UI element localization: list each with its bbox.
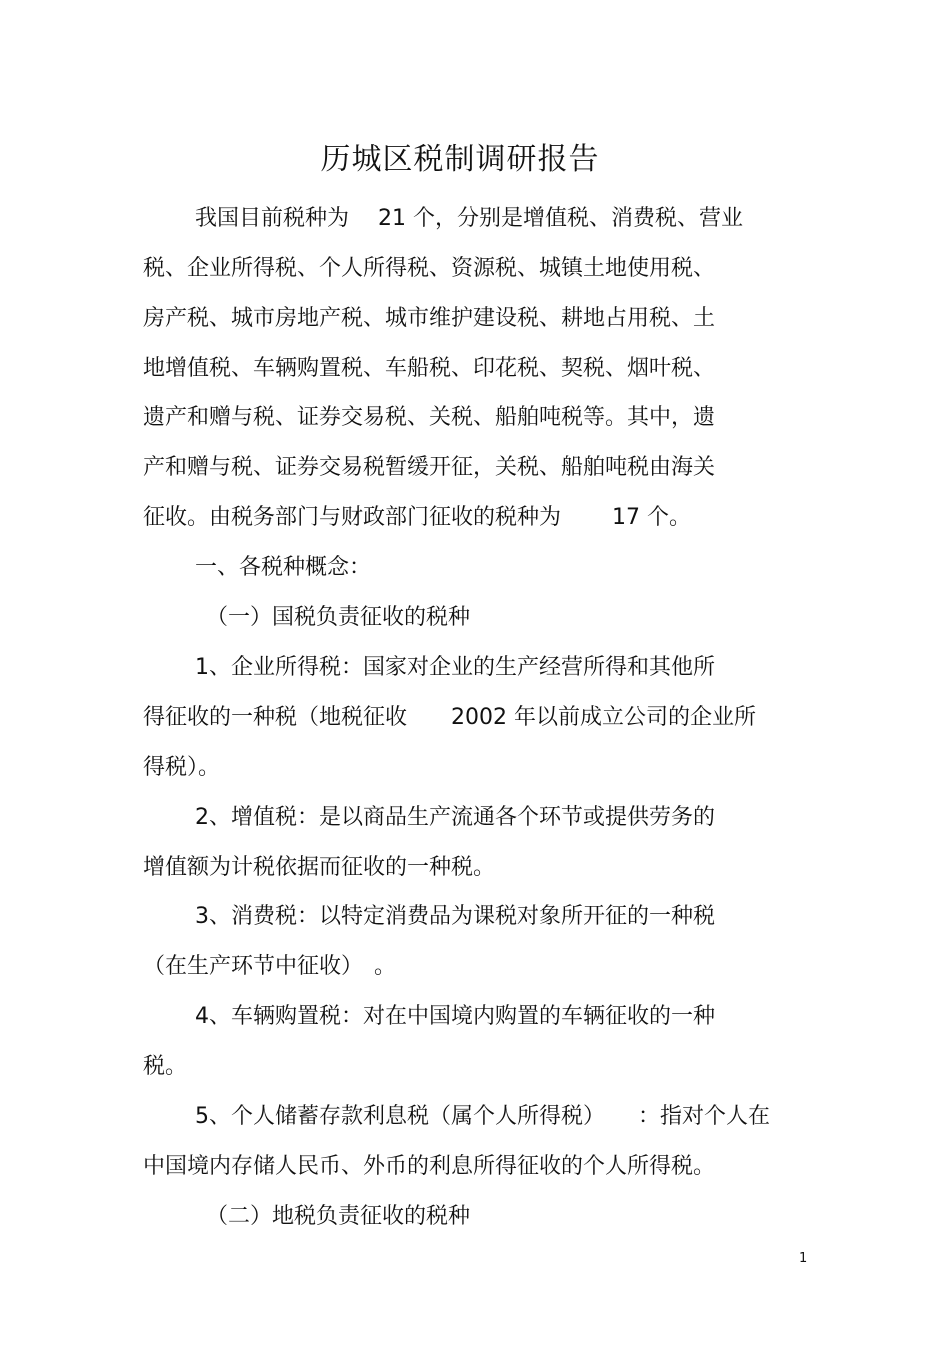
document-title: 历城区税制调研报告	[320, 142, 600, 177]
body-line: 2、增值税：是以商品生产流通各个环节或提供劳务的	[195, 805, 715, 830]
body-line: 征收。由税务部门与财政部门征收的税种为 17 个。	[143, 505, 691, 530]
body-line: 4、车辆购置税：对在中国境内购置的车辆征收的一种	[195, 1004, 715, 1029]
body-line: 1、企业所得税：国家对企业的生产经营所得和其他所	[195, 655, 715, 680]
body-line: 我国目前税种为 21 个，分别是增值税、消费税、营业	[195, 206, 743, 231]
subsection-heading: （二）地税负责征收的税种	[206, 1204, 471, 1229]
body-line: 地增值税、车辆购置税、车船税、印花税、契税、烟叶税、	[143, 356, 716, 381]
body-line: 税。	[143, 1054, 188, 1079]
subsection-heading: （一）国税负责征收的税种	[206, 605, 471, 630]
body-line: （在生产环节中征收） 。	[143, 954, 397, 979]
body-line: 产和赠与税、证券交易税暂缓开征，关税、船舶吨税由海关	[143, 455, 716, 480]
body-line: 中国境内存储人民币、外币的利息所得征收的个人所得税。	[143, 1154, 716, 1179]
body-line: 3、消费税：以特定消费品为课税对象所开征的一种税	[195, 904, 715, 929]
body-line: 得征收的一种税（地税征收 2002 年以前成立公司的企业所	[143, 705, 756, 730]
section-heading: 一、各税种概念：	[195, 555, 372, 580]
body-line: 遗产和赠与税、证券交易税、关税、船舶吨税等。其中，遗	[143, 405, 716, 430]
body-line: 房产税、城市房地产税、城市维护建设税、耕地占用税、土	[143, 306, 716, 331]
body-line: 得税）。	[143, 755, 221, 780]
body-line: 增值额为计税依据而征收的一种税。	[143, 855, 496, 880]
body-line: 税、企业所得税、个人所得税、资源税、城镇土地使用税、	[143, 256, 716, 281]
page-number: 1	[799, 1251, 808, 1266]
body-line: 5、个人储蓄存款利息税（属个人所得税） ：指对个人在	[195, 1104, 770, 1129]
